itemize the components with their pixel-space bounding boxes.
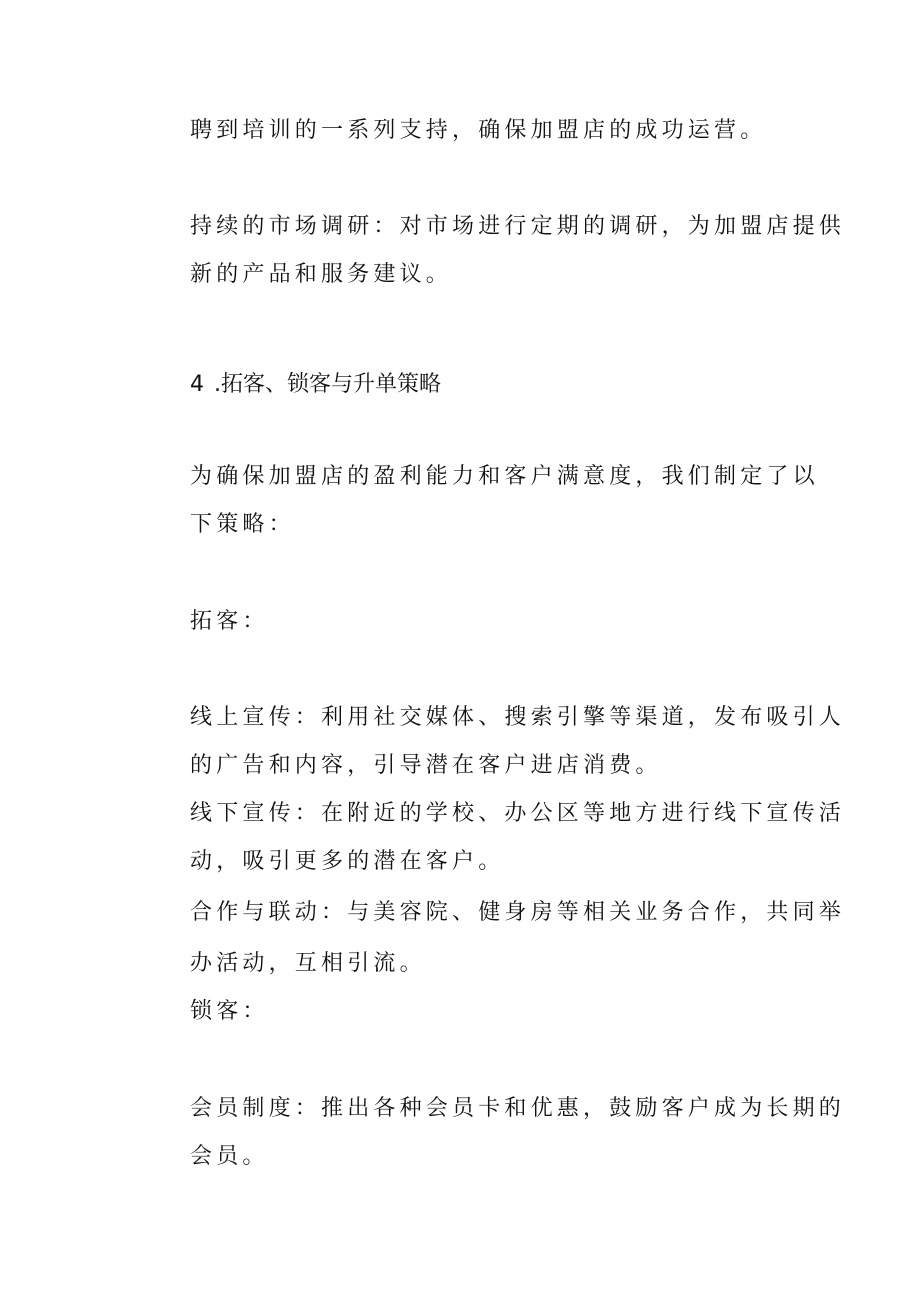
paragraph-line: 聘到培训的一系列支持，确保加盟店的成功运营。 [190,118,767,143]
paragraph-line: 办活动，互相引流。 [190,951,426,976]
paragraph-line: 动，吸引更多的潜在客户。 [190,849,505,874]
section-title: .拓客、锁客与升单策略 [214,372,441,397]
paragraph-line: 下策略： [190,512,295,537]
subheading-line: 拓客： [190,609,269,634]
section-heading [190,370,441,400]
paragraph-line: 的广告和内容，引导潜在客户进店消费。 [190,753,662,778]
section-number: 4 [190,372,204,397]
paragraph-line: 合作与联动：与美容院、健身房等相关业务合作，共同举 [190,900,846,925]
paragraph-line: 持续的市场调研：对市场进行定期的调研，为加盟店提供 [190,214,846,239]
paragraph-line: 会员。 [190,1144,269,1169]
subheading-line: 锁客： [190,999,269,1024]
paragraph-line: 线下宣传：在附近的学校、办公区等地方进行线下宣传活 [190,801,846,826]
paragraph-line: 新的产品和服务建议。 [190,262,453,287]
paragraph-line: 会员制度：推出各种会员卡和优惠，鼓励客户成为长期的 [190,1096,846,1121]
paragraph-line: 线上宣传：利用社交媒体、搜索引擎等渠道，发布吸引人 [190,705,846,730]
paragraph-line: 为确保加盟店的盈利能力和客户满意度，我们制定了以 [190,464,819,489]
